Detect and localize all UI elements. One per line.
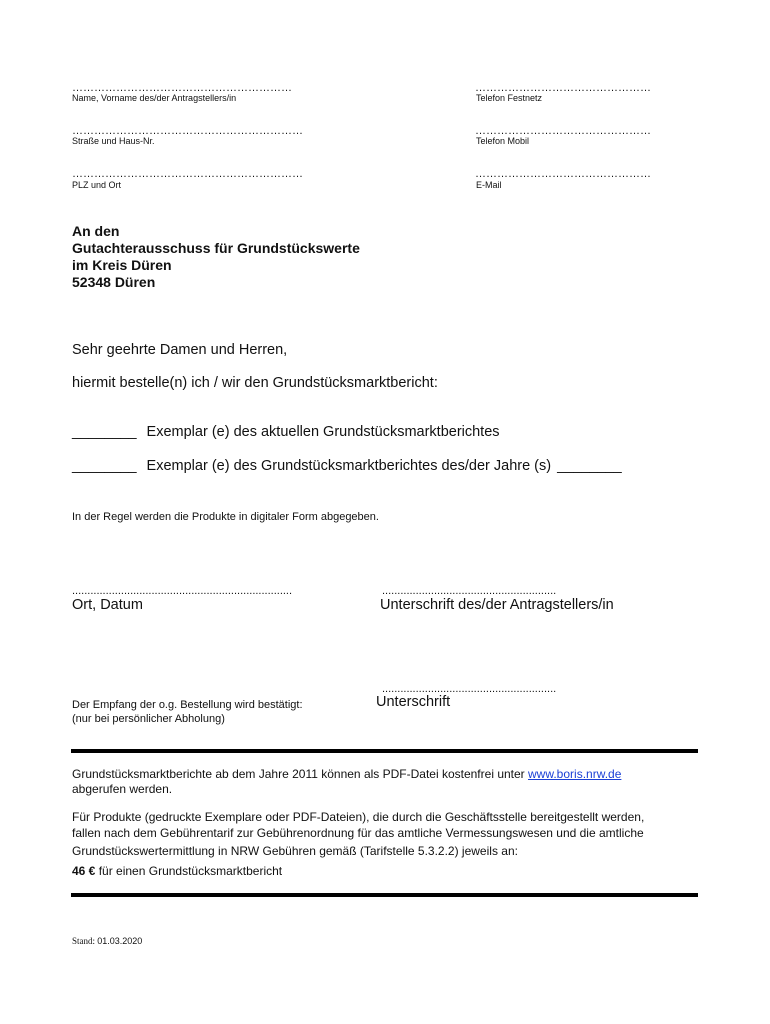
recipient-line-2: Gutachterausschuss für Grundstückswerte xyxy=(72,240,360,256)
phone-label: Telefon Festnetz xyxy=(476,93,543,103)
phone-dotted-line: ………………………………………… xyxy=(475,82,651,94)
order-option-current xyxy=(72,424,500,440)
price-amount: 46 € xyxy=(72,864,96,878)
info-paragraph-2 xyxy=(72,809,644,859)
boris-link[interactable]: www.boris.nrw.de xyxy=(528,767,622,781)
years-option-text: Exemplar (e) des Grundstücksmarktberichtes des/der Jahre (s) xyxy=(146,458,552,474)
current-option-text: Exemplar (e) des aktuellen Grundstücksmarktberichtes xyxy=(146,424,500,440)
current-quantity-blank[interactable]: ________ xyxy=(72,424,137,440)
info-paragraph-1 xyxy=(72,767,621,797)
stand-date: 01.03.2020 xyxy=(97,936,143,946)
receipt-text-2: (nur bei persönlicher Abholung) xyxy=(72,713,225,725)
stand-footer xyxy=(72,936,142,946)
email-dotted-line: ………………………………………… xyxy=(475,168,651,180)
info-p2-line-3: Grundstückswertermittlung in NRW Gebühren gemäß (Tarifstelle 5.3.2.2) jeweils an: xyxy=(72,844,518,858)
order-option-years xyxy=(72,458,622,474)
mobile-label: Telefon Mobil xyxy=(476,136,530,146)
years-blank[interactable]: ________ xyxy=(557,458,622,474)
info-p1-text: Grundstücksmarktberichte ab dem Jahre 2011 können als PDF-Datei kostenfrei unter xyxy=(72,767,525,781)
years-quantity-blank[interactable]: ________ xyxy=(72,458,137,474)
signature-dotted-line: ......................................................... xyxy=(382,585,557,597)
recipient-address xyxy=(72,223,360,291)
name-label: Name, Vorname des/der Antragstellers/in xyxy=(72,93,237,103)
place-date-dotted-line: ........................................................................ xyxy=(72,585,293,597)
info-top-rule xyxy=(71,749,698,753)
place-date-label: Ort, Datum xyxy=(72,597,143,613)
order-intro: hiermit bestelle(n) ich / wir den Grundstücksmarktbericht: xyxy=(72,375,438,391)
receipt-confirmation xyxy=(72,698,303,726)
recipient-line-4: 52348 Düren xyxy=(72,274,156,290)
info-p2-line-2: fallen nach dem Gebührentarif zur Gebührenordnung für das amtliche Vermessungswesen und die amtliche xyxy=(72,826,644,840)
confirm-signature-label: Unterschrift xyxy=(376,694,451,710)
recipient-line-1: An den xyxy=(72,223,120,239)
price-line xyxy=(72,864,282,878)
receipt-text-1: Der Empfang der o.g. Bestellung wird bestätigt: xyxy=(72,699,303,711)
salutation: Sehr geehrte Damen und Herren, xyxy=(72,342,288,358)
confirm-dotted-line: ......................................................... xyxy=(382,683,557,695)
signature-label: Unterschrift des/der Antragstellers/in xyxy=(380,597,614,613)
email-label: E-Mail xyxy=(476,180,502,190)
city-dotted-line: ……………………………………………………… xyxy=(72,168,303,180)
price-text: für einen Grundstücksmarktbericht xyxy=(98,864,283,878)
mobile-dotted-line: ………………………………………… xyxy=(475,125,651,137)
name-dotted-line: …………………………………………………… xyxy=(72,82,292,94)
street-dotted-line: ……………………………………………………… xyxy=(72,125,303,137)
recipient-line-3: im Kreis Düren xyxy=(72,257,172,273)
info-p2-line-1: Für Produkte (gedruckte Exemplare oder PDF-Dateien), die durch die Geschäftsstelle bereitgestellt werden, xyxy=(72,810,645,824)
city-label: PLZ und Ort xyxy=(72,180,122,190)
street-label: Straße und Haus-Nr. xyxy=(72,136,155,146)
digital-note: In der Regel werden die Produkte in digitaler Form abgegeben. xyxy=(72,511,379,523)
info-p1-text-2: abgerufen werden. xyxy=(72,782,173,796)
stand-label: Stand: xyxy=(72,936,96,946)
info-bottom-rule xyxy=(71,893,698,897)
